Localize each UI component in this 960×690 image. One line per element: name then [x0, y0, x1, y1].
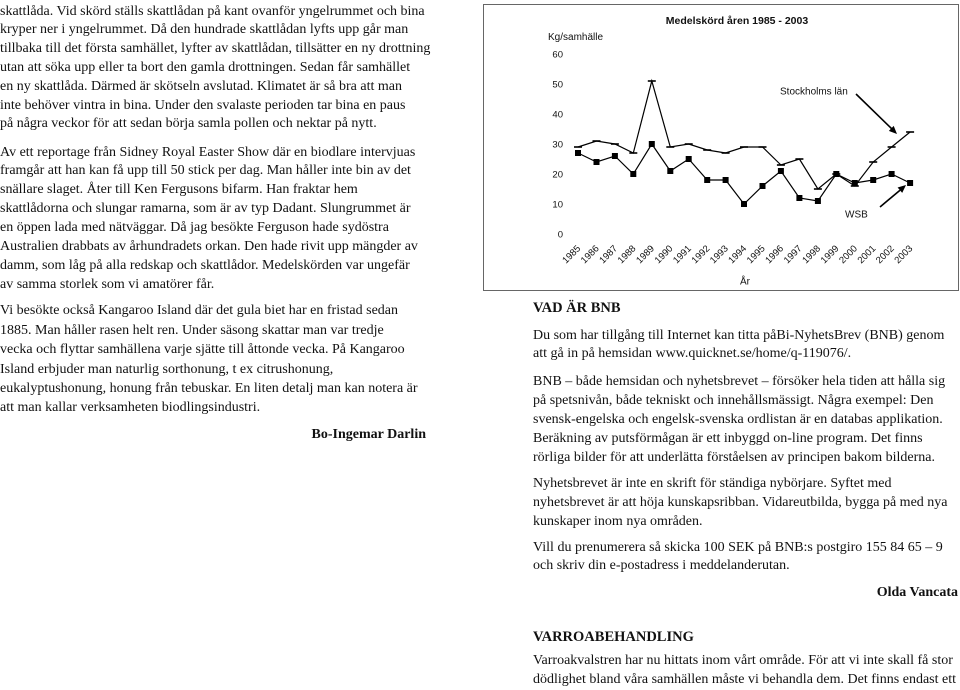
- y-tick-label: 50: [552, 79, 563, 91]
- x-tick-label: 1999: [818, 243, 842, 267]
- y-axis-label: Kg/samhälle: [548, 32, 604, 43]
- x-tick-label: 1994: [726, 243, 750, 267]
- text-line: kryper ner i yngelrummet. Då den hundrade skattlådan lyfts upp går man: [0, 22, 409, 38]
- data-point-square: [796, 195, 802, 201]
- text-line: av samma storlek som vi amatörer får.: [0, 276, 215, 292]
- text-line: svensk-engelska och engelsk-svenska ordlistan är en databas applikation.: [533, 411, 943, 427]
- text-line: Av ett reportage från Sidney Royal Easter Show där en biodlare intervjuas: [0, 144, 416, 160]
- x-tick-label: 2002: [873, 243, 897, 267]
- data-point-square: [667, 168, 673, 174]
- varroa-paragraph: [533, 651, 956, 689]
- text-line: Australien drabbats av århundradets orkan. Den hade rivit upp mängder av: [0, 238, 418, 254]
- data-point-square: [686, 156, 692, 162]
- x-tick-label: 2001: [855, 243, 879, 267]
- data-point-square: [594, 159, 600, 165]
- x-tick-label: 1993: [707, 243, 731, 267]
- data-point-square: [833, 171, 839, 177]
- text-line: Vi besökte också Kangaroo Island där det gula biet har en fristad sedan: [0, 303, 399, 319]
- x-tick-label: 2003: [892, 243, 916, 267]
- chart-title: Medelskörd åren 1985 - 2003: [665, 15, 809, 27]
- text-line: skattlåda. Vid skörd ställs skattlådan på kant ovanför yngelrummet och bina: [0, 3, 425, 19]
- x-axis-label: År: [740, 276, 750, 288]
- article-paragraph-2: [0, 144, 418, 295]
- text-line: 1885. Man håller rasen helt ren. Under säsong skattar man var tredje: [0, 322, 384, 338]
- x-tick-label: 1998: [800, 243, 824, 267]
- data-point-square: [907, 180, 913, 186]
- text-line: Nyhetsbrevet är inte en skrift för ständiga nybörjare. Syftet med: [533, 475, 892, 491]
- yield-chart: [483, 4, 959, 291]
- text-line: Island erbjuder man naturlig sorthonung, t ex citrushonung,: [0, 361, 334, 377]
- series-label-wsb: WSB: [845, 209, 868, 221]
- data-point-square: [704, 177, 710, 183]
- data-point-square: [723, 177, 729, 183]
- x-tick-label: 1991: [671, 243, 694, 267]
- section-heading-varroa: VARROABEHANDLING: [533, 628, 694, 645]
- x-tick-label: 1989: [634, 243, 657, 267]
- x-tick-label: 1997: [781, 243, 805, 267]
- text-line: tillbaka till det första samhället, lyfter av skattlådan, tillsätter en ny drottning: [0, 41, 431, 57]
- x-tick-label: 1990: [652, 243, 676, 267]
- text-line: Varroakvalstren har nu hittats inom vårt område. För att vi inte skall få stor: [533, 653, 953, 668]
- x-tick-label: 1987: [597, 243, 621, 267]
- text-line: Du som har tillgång till Internet kan titta påBi-NyhetsBrev (BNB) genom: [533, 327, 945, 343]
- article-author: Bo-Ingemar Darlin: [311, 426, 426, 442]
- data-point-square: [630, 171, 636, 177]
- series-label-stockholms-lan: Stockholms län: [780, 86, 848, 98]
- text-line: eukalyptushonung, honung från tebuskar. En liten detalj man kan notera är: [0, 380, 418, 396]
- bnb-paragraph-4: [533, 539, 943, 575]
- text-line: på spetsnivån, både tekniskt och innehållsmässigt. Några exempel: Den: [533, 392, 934, 408]
- y-tick-label: 20: [552, 169, 563, 181]
- text-line: utan att söka upp eller ta bort den gamla drottningen. Sedan får samhället: [0, 59, 411, 75]
- bnb-paragraph-3: [533, 474, 948, 531]
- bnb-paragraph-1: [533, 327, 944, 364]
- text-line: dödlighet bland våra samhällen måste vi behandla dem. Det finns endast ett: [533, 672, 956, 687]
- y-tick-label: 60: [552, 49, 563, 61]
- x-tick-label: 1986: [578, 243, 602, 267]
- y-tick-label: 10: [552, 199, 563, 211]
- text-line: BNB – både hemsidan och nyhetsbrevet – försöker hela tiden att hålla sig: [533, 373, 946, 389]
- text-line: inte behöver vintra in bina. Under den svalaste perioden tar bina en paus: [0, 97, 406, 113]
- text-line: vecka och flyttar samhällena varje sjätte till åttonde vecka. På Kangaroo: [0, 342, 405, 358]
- text-line: kunskaper inom nya områden.: [533, 513, 703, 529]
- x-tick-label: 1988: [615, 243, 639, 267]
- text-line: och skriv din e-postadress i meddelanderutan.: [533, 557, 790, 573]
- text-line: damm, som låg på alla redskap och skattlådor. Medelskörden var ungefär: [0, 257, 410, 273]
- x-tick-label: 1985: [560, 243, 584, 267]
- data-point-square: [852, 180, 858, 186]
- data-point-square: [741, 201, 747, 207]
- bnb-author: Olda Vancata: [876, 584, 958, 600]
- x-tick-label: 2000: [837, 243, 860, 267]
- data-point-square: [815, 198, 821, 204]
- text-line: skattlådorna och slungar ramarna, som är av typ Dadant. Slungrummet är: [0, 201, 411, 217]
- data-point-square: [870, 177, 876, 183]
- text-line: framgår att han kan få upp till 50 stick per dag. Man håller inte bin av det: [0, 163, 411, 179]
- article-paragraph-1: [0, 3, 430, 135]
- data-point-square: [889, 171, 895, 177]
- data-point-square: [760, 183, 766, 189]
- y-tick-label: 30: [552, 139, 563, 151]
- data-point-square: [575, 150, 581, 156]
- x-tick-label: 1995: [744, 243, 768, 267]
- text-line: att man kallar verksamheten biodlingsindustri.: [0, 400, 261, 416]
- x-tick-label: 1996: [763, 243, 787, 267]
- text-line: snällare slaget. Åter till Ken Fergusons bifarm. Han fraktar hem: [0, 182, 358, 198]
- text-line: att gå in på hemsidan www.quicknet.se/home/q-119076/.: [533, 346, 852, 361]
- text-line: en öppen lada med nätväggar. Då jag besökte Ferguson hade sydöstra: [0, 220, 389, 236]
- data-point-square: [778, 168, 784, 174]
- bnb-paragraph-2: [533, 372, 945, 467]
- y-tick-label: 40: [552, 109, 563, 121]
- x-tick-label: 1992: [689, 243, 713, 267]
- y-tick-label: 0: [557, 229, 563, 241]
- text-line: Beräkning av putsförmågan är ett inbyggd on-line program. Det finns: [533, 430, 923, 446]
- text-line: en ny skattlåda. Därmed är skötseln avslutad. Klimatet är så bra att man: [0, 78, 402, 94]
- article-paragraph-3: [0, 301, 418, 417]
- text-line: på några veckor för att sedan börja samla pollen och nektar på nytt.: [0, 116, 377, 132]
- text-line: nyhetsbrevet är att höja kunskapsribban. Vidareutbilda, bygga på med nya: [533, 494, 948, 510]
- data-point-square: [649, 141, 655, 147]
- section-heading-bnb: VAD ÄR BNB: [533, 299, 621, 316]
- text-line: rörliga bilder för att underlätta förståelsen av principen bakom bilderna.: [533, 449, 935, 465]
- data-point-square: [612, 153, 618, 159]
- text-line: Vill du prenumerera så skicka 100 SEK på BNB:s postgiro 155 84 65 – 9: [533, 539, 943, 555]
